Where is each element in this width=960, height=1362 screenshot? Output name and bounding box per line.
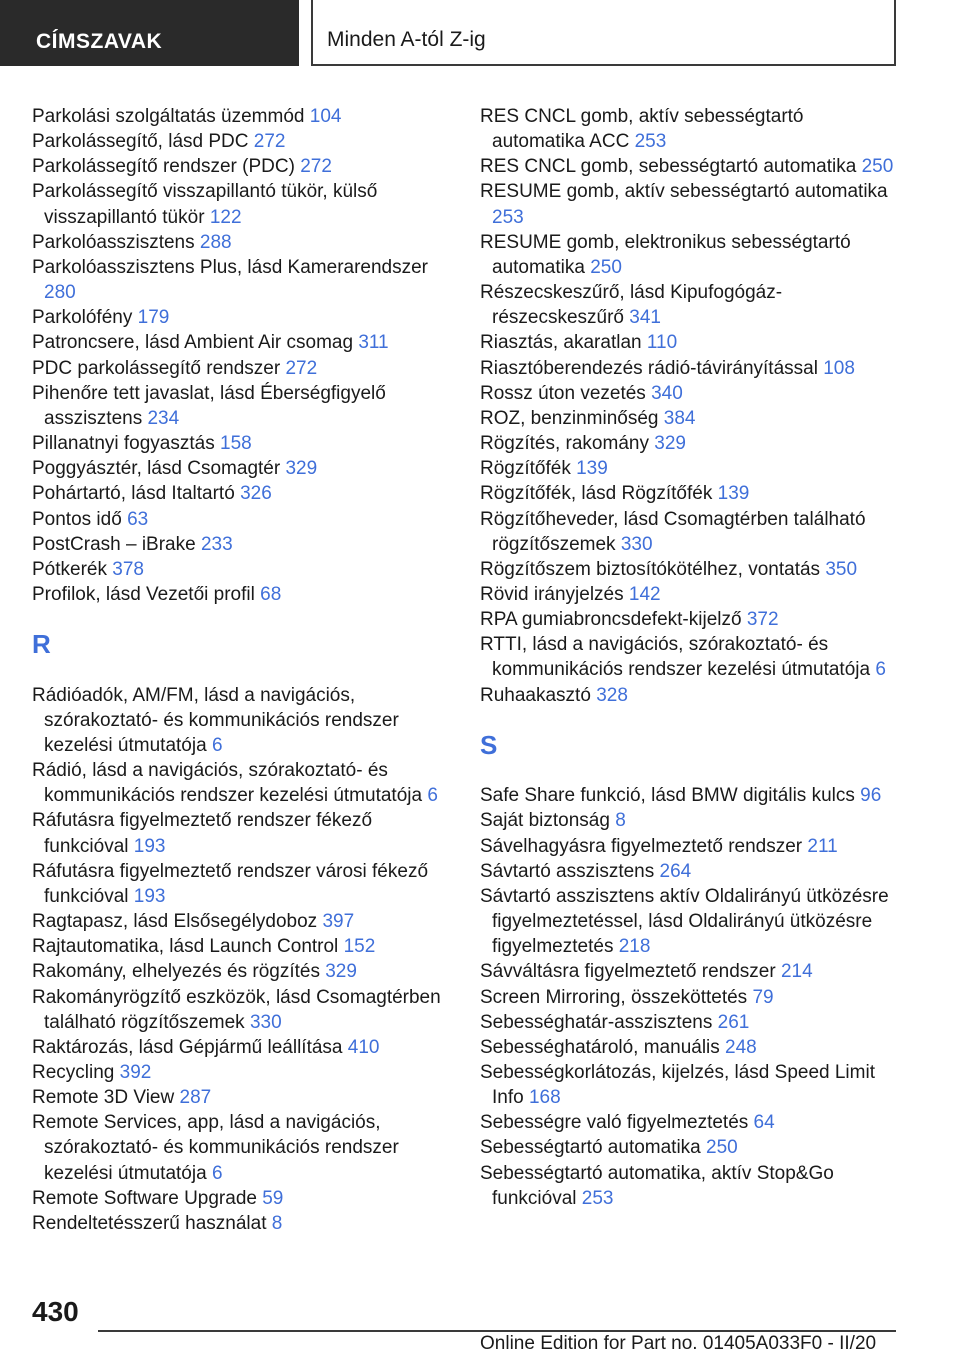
index-entry bbox=[480, 1060, 895, 1110]
index-entry bbox=[32, 557, 447, 582]
page-link[interactable]: 6 bbox=[211, 1162, 223, 1184]
index-entry bbox=[480, 1110, 895, 1135]
index-entry bbox=[480, 834, 895, 859]
entry-text: Screen Mirroring, összeköttetés bbox=[480, 986, 748, 1008]
index-entry bbox=[480, 104, 895, 154]
page-link[interactable]: 288 bbox=[199, 231, 232, 253]
index-entry bbox=[32, 305, 447, 330]
page-link[interactable]: 152 bbox=[343, 936, 376, 958]
entry-text: Pótkerék bbox=[32, 558, 107, 580]
page-link[interactable]: 122 bbox=[209, 206, 242, 228]
page-link[interactable]: 272 bbox=[253, 131, 286, 153]
page-link[interactable]: 6 bbox=[211, 734, 223, 756]
page-link[interactable]: 397 bbox=[322, 911, 355, 933]
entry-text: Sebességtartó automatika bbox=[480, 1137, 701, 1159]
entry-text: PDC parkolássegítő rendszer bbox=[32, 357, 281, 379]
entry-text: Rádió, lásd a navigációs, szórakoztató- és kommunikációs rendszer kezelési útmutatója bbox=[32, 760, 423, 807]
entry-text: Rögzítés, rakomány bbox=[480, 433, 649, 455]
entry-text: Sebességtartó automatika, aktív Stop&Go funkcióval bbox=[480, 1162, 834, 1209]
entry-text: Sávelhagyásra figyelmeztető rendszer bbox=[480, 835, 803, 857]
index-entry bbox=[480, 431, 895, 456]
entry-text: Ruhaakasztó bbox=[480, 684, 591, 706]
index-entry bbox=[32, 481, 447, 506]
index-letter-s: S bbox=[480, 729, 498, 760]
entry-text: Riasztóberendezés rádió-távirányítással bbox=[480, 357, 818, 379]
page-link[interactable]: 250 bbox=[861, 156, 894, 178]
entry-text: Parkolássegítő rendszer (PDC) bbox=[32, 156, 295, 178]
index-entry bbox=[32, 255, 447, 305]
entry-text: Sebességre való figyelmeztetés bbox=[480, 1112, 749, 1134]
page-link[interactable]: 214 bbox=[780, 961, 813, 983]
index-entry bbox=[32, 683, 447, 758]
index-entry bbox=[480, 481, 895, 506]
index-entry bbox=[32, 934, 447, 959]
page-link[interactable]: 372 bbox=[746, 609, 779, 631]
entry-text: Saját biztonság bbox=[480, 810, 610, 832]
index-entry bbox=[480, 1135, 895, 1160]
index-entry bbox=[480, 859, 895, 884]
page-link[interactable]: 193 bbox=[133, 835, 166, 857]
index-entry bbox=[32, 1110, 447, 1185]
index-entry bbox=[32, 456, 447, 481]
index-entry bbox=[480, 356, 895, 381]
index-entry bbox=[480, 507, 895, 557]
entry-text: Rögzítőszem biztosítókötélhez, vontatás bbox=[480, 558, 821, 580]
index-entry bbox=[480, 230, 895, 280]
entry-text: Rögzítőfék bbox=[480, 458, 571, 480]
page-number: 430 bbox=[32, 1296, 79, 1327]
index-entry bbox=[32, 104, 447, 129]
entry-text: Safe Share funkció, lásd BMW digitális kulcs bbox=[480, 785, 855, 807]
page-link[interactable]: 378 bbox=[112, 558, 144, 580]
page-link[interactable]: 287 bbox=[179, 1087, 212, 1109]
index-entry bbox=[32, 1186, 447, 1211]
entry-text: Recycling bbox=[32, 1061, 115, 1083]
page-link[interactable]: 330 bbox=[249, 1011, 282, 1033]
page-link[interactable]: 253 bbox=[634, 131, 667, 153]
index-entry bbox=[480, 985, 895, 1010]
page-link[interactable]: 158 bbox=[220, 433, 252, 455]
entry-text: RTTI, lásd a navigációs, szórakoztató- és kommunikációs rendszer kezelési útmutatója bbox=[480, 634, 871, 681]
page-link[interactable]: 329 bbox=[325, 961, 357, 983]
index-entry bbox=[480, 154, 895, 179]
index-entry bbox=[32, 356, 447, 381]
index-entry bbox=[32, 381, 447, 431]
page-link[interactable]: 59 bbox=[262, 1187, 284, 1209]
page-link[interactable]: 326 bbox=[240, 483, 272, 505]
index-entry bbox=[480, 381, 895, 406]
index-column-left bbox=[32, 104, 447, 1236]
entry-text: Rossz úton vezetés bbox=[480, 382, 646, 404]
page-link[interactable]: 179 bbox=[137, 307, 170, 329]
index-entry bbox=[480, 406, 895, 431]
index-entry bbox=[32, 909, 447, 934]
index-entry bbox=[32, 959, 447, 984]
index-entry bbox=[32, 1035, 447, 1060]
page-link[interactable]: 410 bbox=[347, 1036, 380, 1058]
entry-text: Rakomány, elhelyezés és rögzítés bbox=[32, 961, 320, 983]
index-entry bbox=[480, 456, 895, 481]
page-link[interactable]: 6 bbox=[875, 659, 886, 681]
index-entry bbox=[480, 582, 895, 607]
page-link[interactable]: 234 bbox=[147, 407, 180, 429]
page-link[interactable]: 340 bbox=[651, 382, 683, 404]
page-link[interactable]: 329 bbox=[285, 458, 318, 480]
page-link[interactable]: 79 bbox=[752, 986, 774, 1008]
index-letter-r: R bbox=[32, 629, 51, 660]
page-header bbox=[0, 0, 960, 66]
page-link[interactable]: 8 bbox=[615, 810, 626, 832]
entry-text: Ráfutásra figyelmeztető rendszer fékező funkcióval bbox=[32, 810, 373, 857]
index-entry bbox=[480, 1035, 895, 1060]
index-entry bbox=[480, 683, 895, 708]
entry-text: Rajtautomatika, lásd Launch Control bbox=[32, 936, 339, 958]
page-link[interactable]: 272 bbox=[300, 156, 332, 178]
entry-text: ROZ, benzinminőség bbox=[480, 407, 659, 429]
entry-text: Profilok, lásd Vezetői profil bbox=[32, 583, 255, 605]
entry-text: Sávtartó asszisztens bbox=[480, 860, 655, 882]
index-list-r bbox=[32, 683, 447, 1236]
index-entry bbox=[480, 330, 895, 355]
index-column-right bbox=[480, 104, 895, 1211]
page-link[interactable]: 392 bbox=[119, 1061, 152, 1083]
index-entry bbox=[480, 1010, 895, 1035]
index-entry bbox=[480, 959, 895, 984]
index-entry bbox=[32, 507, 447, 532]
entry-text: Rakományrögzítő eszközök, lásd Csomagtérben található rögzítőszemek bbox=[32, 986, 441, 1033]
page-link[interactable]: 6 bbox=[427, 785, 438, 807]
index-list-s bbox=[480, 783, 895, 1211]
index-entry bbox=[480, 1161, 895, 1211]
entry-text: Remote Services, app, lásd a navigációs, szórakoztató- és kommunikációs rendszer kezelési útmutatója bbox=[32, 1112, 399, 1184]
entry-text: Sávváltásra figyelmeztető rendszer bbox=[480, 961, 776, 983]
index-entry bbox=[32, 154, 447, 179]
index-entry bbox=[32, 985, 447, 1035]
page-link[interactable]: 233 bbox=[200, 533, 233, 555]
entry-text: Rögzítőheveder, lásd Csomagtérben található rögzítőszemek bbox=[480, 508, 866, 555]
entry-text: Részecskeszűrő, lásd Kipufogógáz-részecskeszűrő bbox=[480, 282, 783, 329]
index-entry bbox=[32, 230, 447, 255]
entry-text: PostCrash – iBrake bbox=[32, 533, 196, 555]
index-entry bbox=[32, 532, 447, 557]
entry-text: Pillanatnyi fogyasztás bbox=[32, 433, 215, 455]
index-entry bbox=[480, 179, 895, 229]
page-link[interactable]: 64 bbox=[753, 1112, 775, 1134]
entry-text: Ráfutásra figyelmeztető rendszer városi fékező funkcióval bbox=[32, 860, 429, 907]
entry-text: Remote Software Upgrade bbox=[32, 1187, 257, 1209]
page-link[interactable]: 248 bbox=[725, 1036, 757, 1058]
entry-text: Pihenőre tett javaslat, lásd Éberségfigyelő asszisztens bbox=[32, 382, 386, 429]
entry-text: Parkolóasszisztens bbox=[32, 231, 195, 253]
page-link[interactable]: 272 bbox=[285, 357, 318, 379]
page-link[interactable]: 168 bbox=[528, 1087, 561, 1109]
page-link[interactable]: 253 bbox=[492, 206, 524, 228]
index-entry bbox=[32, 859, 447, 909]
index-entry bbox=[32, 1085, 447, 1110]
index-entry bbox=[32, 129, 447, 154]
index-entry bbox=[32, 1060, 447, 1085]
index-entry bbox=[32, 330, 447, 355]
page-link[interactable]: 384 bbox=[663, 407, 696, 429]
entry-text: RESUME gomb, elektronikus sebességtartó automatika bbox=[480, 231, 851, 278]
entry-text: Pontos idő bbox=[32, 508, 122, 530]
index-entry bbox=[480, 632, 895, 682]
page-link[interactable]: 142 bbox=[628, 583, 661, 605]
entry-text: RES CNCL gomb, aktív sebességtartó automatika ACC bbox=[480, 106, 804, 153]
page-link[interactable]: 280 bbox=[44, 282, 76, 304]
entry-text: Riasztás, akaratlan bbox=[480, 332, 642, 354]
page-link[interactable]: 250 bbox=[706, 1137, 738, 1159]
page-link[interactable]: 104 bbox=[309, 106, 342, 127]
index-entry bbox=[32, 179, 447, 229]
entry-text: RPA gumiabroncsdefekt-kijelző bbox=[480, 609, 742, 631]
entry-text: Patroncsere, lásd Ambient Air csomag bbox=[32, 332, 354, 354]
index-list-p bbox=[32, 104, 447, 607]
page-link[interactable]: 218 bbox=[618, 936, 651, 958]
entry-text: RESUME gomb, aktív sebességtartó automatika bbox=[480, 181, 888, 203]
entry-text: Pohártartó, lásd Italtartó bbox=[32, 483, 235, 505]
entry-text: Poggyásztér, lásd Csomagtér bbox=[32, 458, 281, 480]
entry-text: Ragtapasz, lásd Elsősegélydoboz bbox=[32, 911, 318, 933]
page-link[interactable]: 193 bbox=[133, 885, 166, 907]
page-link[interactable]: 341 bbox=[629, 307, 661, 329]
page-link[interactable]: 253 bbox=[581, 1187, 614, 1209]
entry-text: Sebességhatár-asszisztens bbox=[480, 1011, 713, 1033]
entry-text: Parkolássegítő, lásd PDC bbox=[32, 131, 249, 153]
section-tab: CÍMSZAVAK bbox=[0, 0, 299, 66]
page-link[interactable]: 63 bbox=[127, 508, 149, 530]
index-entry bbox=[480, 783, 895, 808]
entry-text: Sebességkorlátozás, kijelzés, lásd Speed Limit Info bbox=[480, 1061, 875, 1109]
page-link[interactable]: 8 bbox=[271, 1212, 283, 1234]
page-link[interactable]: 261 bbox=[717, 1011, 750, 1033]
entry-text: Sávtartó asszisztens aktív Oldalirányú ütközésre figyelmeztetéssel, lásd Oldalirányú ütközésre figyelmeztetés bbox=[480, 885, 889, 958]
page-link[interactable]: 329 bbox=[654, 433, 686, 455]
page-link[interactable]: 139 bbox=[717, 483, 750, 505]
entry-text: Rádióadók, AM/FM, lásd a navigációs, szórakoztató- és kommunikációs rendszer kezelési útmutatója bbox=[32, 684, 399, 756]
page-link[interactable]: 211 bbox=[807, 835, 838, 857]
index-entry bbox=[32, 808, 447, 858]
entry-text: Raktározás, lásd Gépjármű leállítása bbox=[32, 1036, 343, 1058]
entry-text: Rögzítőfék, lásd Rögzítőfék bbox=[480, 483, 713, 505]
index-list-r-continued bbox=[480, 104, 895, 708]
page-link[interactable]: 108 bbox=[823, 357, 855, 379]
index-entry bbox=[32, 758, 447, 808]
page-link[interactable]: 250 bbox=[590, 256, 622, 278]
page-link[interactable]: 264 bbox=[659, 860, 692, 882]
index-entry bbox=[480, 557, 895, 582]
entry-text: Rendeltetésszerű használat bbox=[32, 1212, 267, 1234]
index-entry bbox=[480, 607, 895, 632]
subtitle-tab: Minden A-tól Z-ig bbox=[311, 0, 896, 66]
page-link[interactable]: 110 bbox=[646, 332, 678, 354]
footer-divider bbox=[98, 1330, 896, 1332]
entry-text: Parkolóasszisztens Plus, lásd Kamerarendszer bbox=[32, 256, 429, 278]
index-entry bbox=[480, 884, 895, 959]
page-link[interactable]: 139 bbox=[576, 458, 608, 480]
index-entry bbox=[480, 280, 895, 330]
entry-text: Rövid irányjelzés bbox=[480, 583, 624, 605]
entry-text: Sebességhatároló, manuális bbox=[480, 1036, 720, 1058]
entry-text: Parkolássegítő visszapillantó tükör, külső visszapillantó tükör bbox=[32, 181, 378, 228]
entry-text: Remote 3D View bbox=[32, 1087, 175, 1109]
entry-text: Parkolófény bbox=[32, 307, 133, 329]
index-entry bbox=[480, 808, 895, 833]
index-entry bbox=[32, 1211, 447, 1236]
page-link[interactable]: 96 bbox=[860, 785, 882, 807]
index-entry bbox=[32, 582, 447, 607]
page-link[interactable]: 350 bbox=[825, 558, 858, 580]
page-link[interactable]: 330 bbox=[620, 533, 653, 555]
page-link[interactable]: 311 bbox=[358, 332, 389, 354]
entry-text: RES CNCL gomb, sebességtartó automatika bbox=[480, 156, 857, 178]
page-link[interactable]: 328 bbox=[596, 684, 628, 706]
entry-text: Parkolási szolgáltatás üzemmód bbox=[32, 106, 305, 127]
index-entry bbox=[32, 431, 447, 456]
page-link[interactable]: 68 bbox=[260, 583, 282, 605]
edition-text: Online Edition for Part no. 01405A033F0 - II/20 bbox=[480, 1333, 877, 1354]
